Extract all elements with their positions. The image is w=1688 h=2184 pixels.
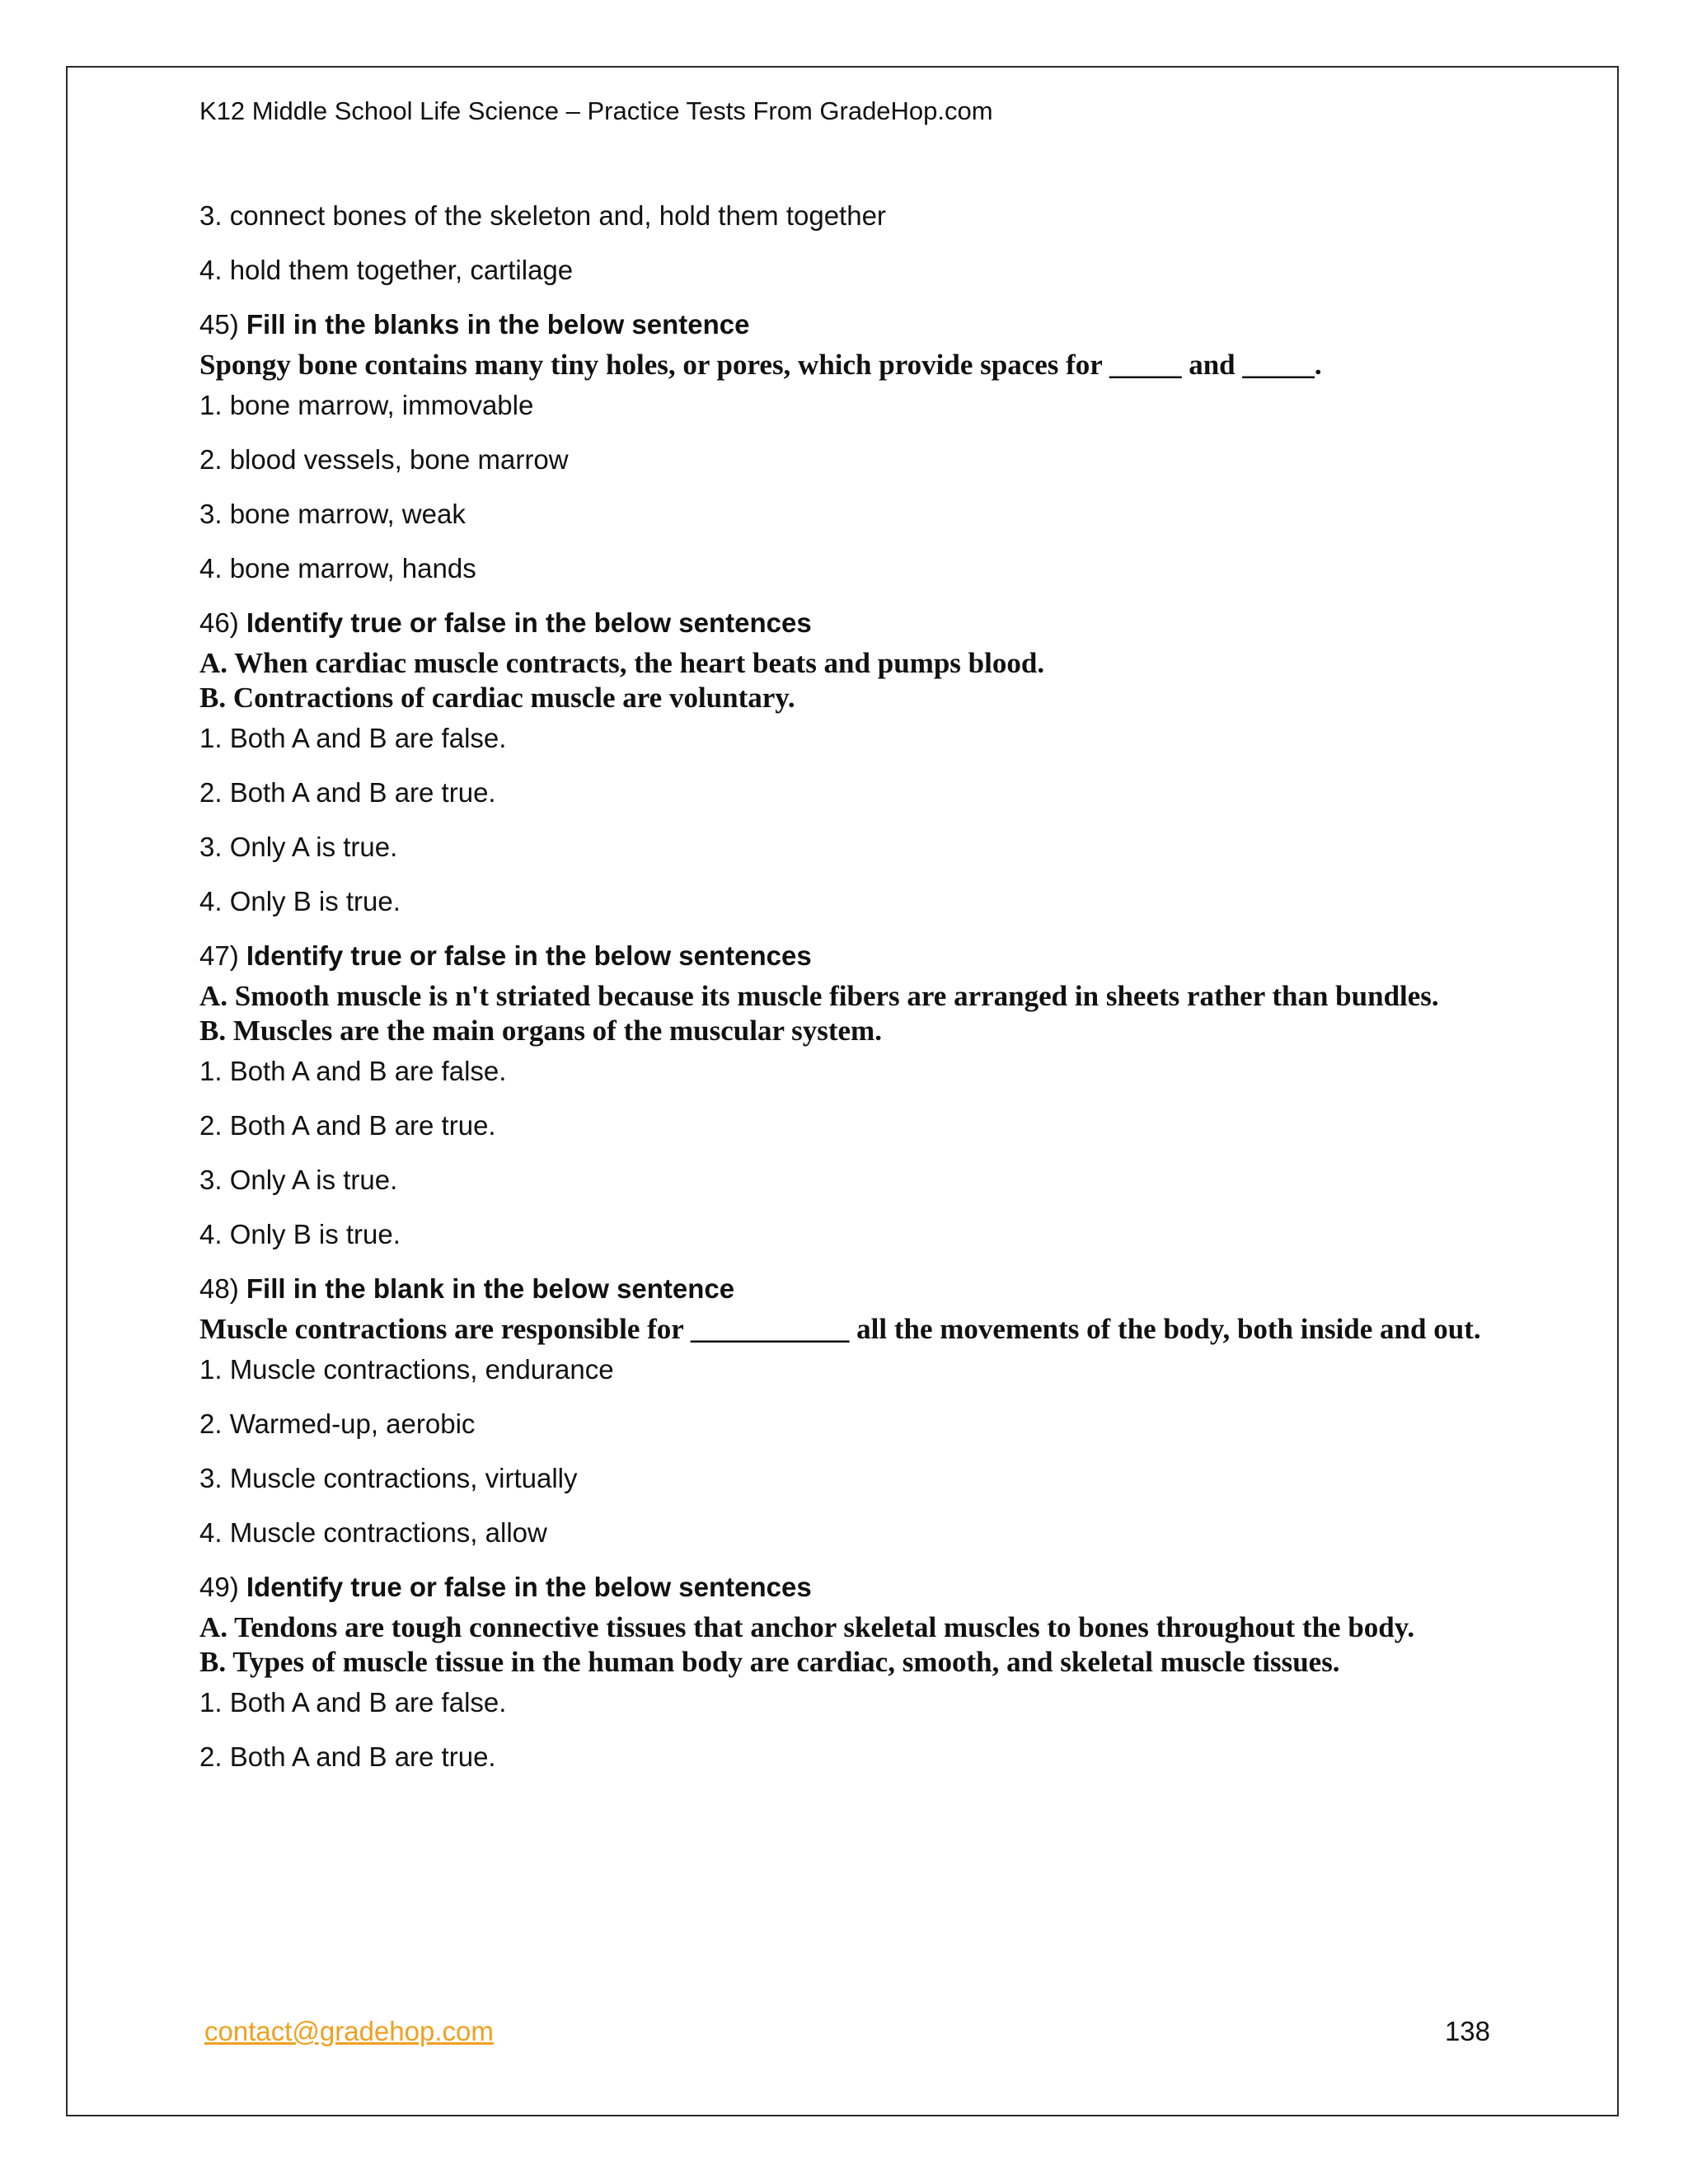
answer-option: 1. Muscle contractions, endurance bbox=[199, 1354, 614, 1385]
answer-option: 3. Only A is true. bbox=[199, 1165, 398, 1195]
answer-option: 4. Only B is true. bbox=[199, 886, 401, 916]
statement: Muscle contractions are responsible for ___________ all the movements of the body, both inside and out. bbox=[199, 1313, 1481, 1345]
statement: A. When cardiac muscle contracts, the heart beats and pumps blood. bbox=[199, 647, 1045, 679]
question-block bbox=[199, 307, 1535, 587]
answer-option: 2. Both A and B are true. bbox=[199, 1110, 496, 1141]
page-content bbox=[199, 198, 1535, 1793]
question-number: 49) bbox=[199, 1572, 239, 1602]
question-number: 47) bbox=[199, 940, 239, 971]
question-title: Fill in the blanks in the below sentence bbox=[246, 309, 750, 340]
question-number: 46) bbox=[199, 607, 239, 638]
statement: A. Smooth muscle is n't striated because its muscle fibers are arranged in sheets rather than bundles. bbox=[199, 980, 1439, 1012]
question-title: Fill in the blank in the below sentence bbox=[246, 1273, 735, 1304]
question-block bbox=[199, 605, 1535, 920]
statement: B. Muscles are the main organs of the muscular system. bbox=[199, 1015, 882, 1047]
question-statements bbox=[199, 979, 1535, 1048]
answer-option: 3. connect bones of the skeleton and, hold them together bbox=[199, 200, 886, 231]
statement: B. Contractions of cardiac muscle are voluntary. bbox=[199, 682, 795, 714]
question-number: 48) bbox=[199, 1273, 239, 1304]
page-header: K12 Middle School Life Science – Practice Tests From GradeHop.com bbox=[199, 96, 993, 125]
question-number: 45) bbox=[199, 309, 239, 340]
answer-option: 1. Both A and B are false. bbox=[199, 723, 507, 753]
question-title: Identify true or false in the below sentences bbox=[246, 1572, 812, 1602]
answer-option: 2. blood vessels, bone marrow bbox=[199, 444, 569, 475]
answer-option: 2. Warmed-up, aerobic bbox=[199, 1408, 476, 1439]
question-heading bbox=[199, 1271, 1535, 1307]
answer-option: 4. hold them together, cartilage bbox=[199, 255, 574, 285]
answer-option: 2. Both A and B are true. bbox=[199, 777, 496, 808]
page-number: 138 bbox=[1444, 2016, 1490, 2046]
answer-option: 4. Only B is true. bbox=[199, 1219, 401, 1249]
answer-option: 2. Both A and B are true. bbox=[199, 1741, 496, 1772]
answer-option: 4. Muscle contractions, allow bbox=[199, 1517, 547, 1548]
answer-option: 4. bone marrow, hands bbox=[199, 553, 476, 583]
statement: B. Types of muscle tissue in the human body are cardiac, smooth, and skeletal muscle tissues. bbox=[199, 1646, 1340, 1678]
statement: Spongy bone contains many tiny holes, or pores, which provide spaces for _____ and _____. bbox=[199, 349, 1322, 381]
question-block bbox=[199, 1271, 1535, 1551]
question-title: Identify true or false in the below sentences bbox=[246, 940, 812, 971]
answer-option: 1. Both A and B are false. bbox=[199, 1056, 507, 1086]
question-statements bbox=[199, 1312, 1535, 1347]
statement: A. Tendons are tough connective tissues that anchor skeletal muscles to bones throughout the body. bbox=[199, 1611, 1415, 1643]
question-heading bbox=[199, 307, 1535, 343]
question-block bbox=[199, 938, 1535, 1253]
question-block bbox=[199, 1569, 1535, 1775]
question-heading bbox=[199, 1569, 1535, 1605]
answer-option: 3. Only A is true. bbox=[199, 832, 398, 862]
answer-option: 1. bone marrow, immovable bbox=[199, 390, 534, 420]
answer-option: 1. Both A and B are false. bbox=[199, 1687, 507, 1718]
question-heading bbox=[199, 605, 1535, 641]
question-heading bbox=[199, 938, 1535, 974]
question-statements bbox=[199, 1610, 1535, 1680]
question-title: Identify true or false in the below sentences bbox=[246, 607, 812, 638]
answer-option: 3. bone marrow, weak bbox=[199, 499, 466, 529]
answer-option: 3. Muscle contractions, virtually bbox=[199, 1463, 578, 1493]
contact-email-link[interactable]: contact@gradehop.com bbox=[204, 2016, 494, 2046]
question-statements bbox=[199, 646, 1535, 715]
question-statements bbox=[199, 348, 1535, 382]
